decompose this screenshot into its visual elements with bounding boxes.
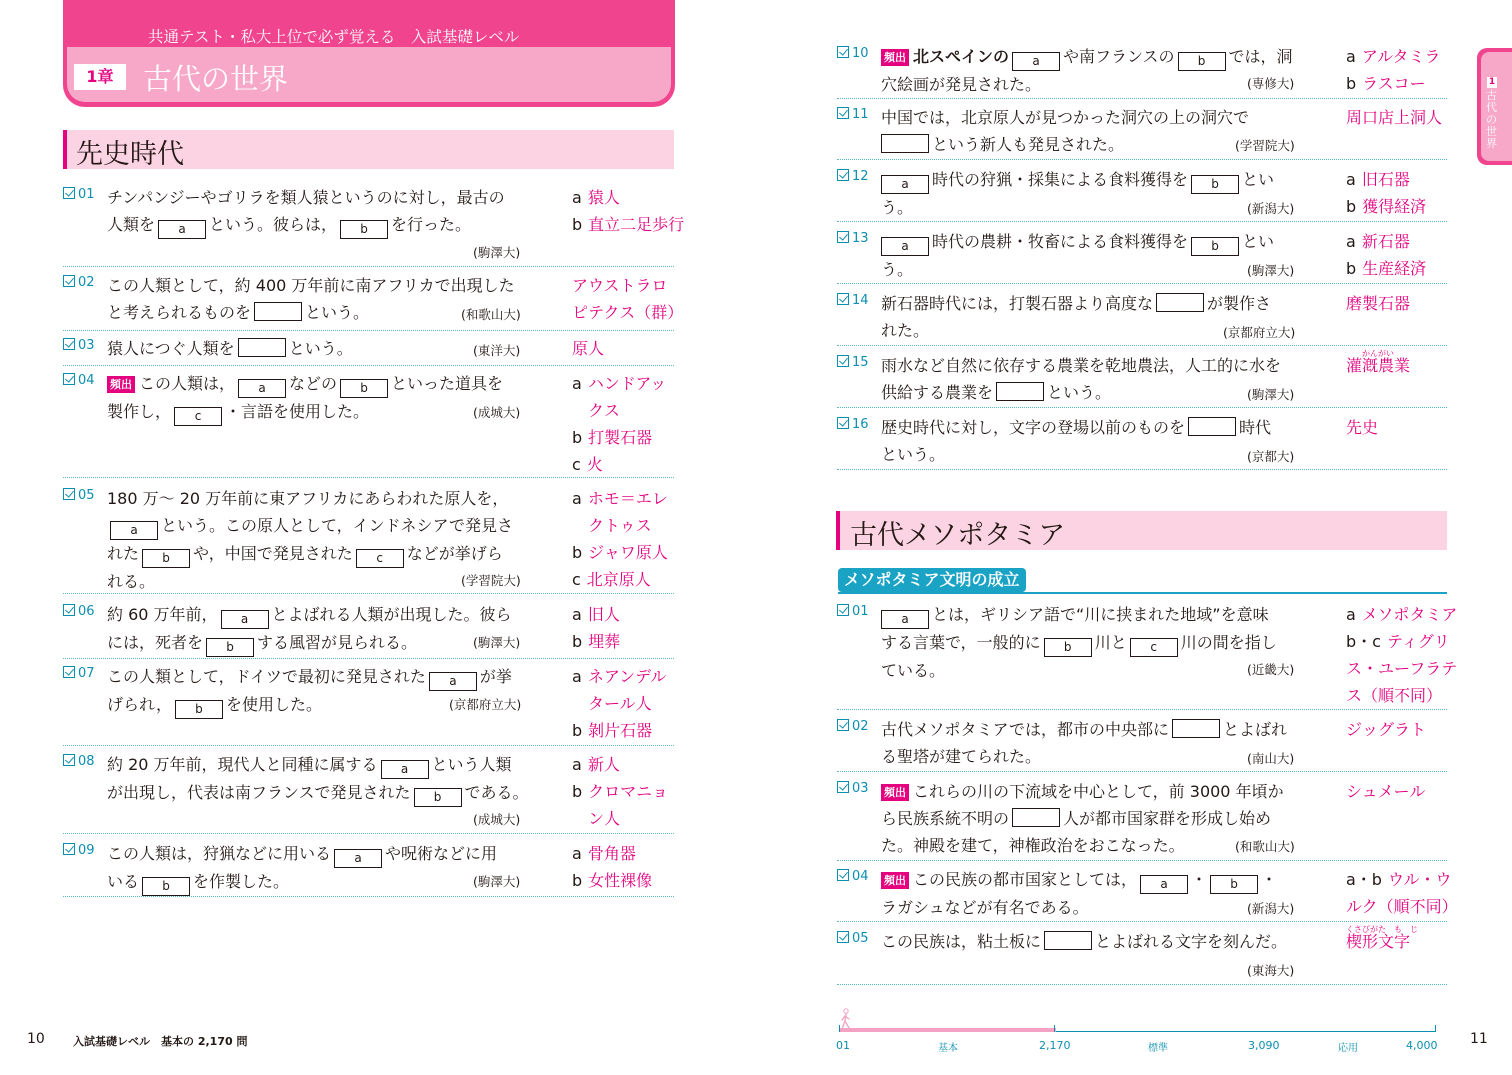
- checkbox-icon[interactable]: [63, 187, 75, 199]
- answer-blank[interactable]: [996, 382, 1044, 401]
- answer-letter: b: [572, 215, 583, 234]
- question-item: [837, 293, 1447, 346]
- question-text: る聖塔が建てられた。: [881, 747, 1042, 766]
- answer: タール人: [588, 694, 652, 713]
- answer-blank[interactable]: [254, 302, 302, 321]
- answer-letter: b: [1346, 259, 1357, 278]
- source-university: (駒澤大): [473, 245, 521, 260]
- answer: ジャワ原人: [588, 543, 668, 562]
- answer-blank[interactable]: c: [174, 407, 222, 426]
- checkbox-icon[interactable]: [63, 604, 75, 616]
- answer: ルク（順不同）: [1346, 897, 1458, 916]
- question-text: ラガシュなどが有名である。: [881, 898, 1089, 917]
- scale-label: 応用: [1338, 1043, 1358, 1054]
- answer: 新人: [587, 755, 620, 774]
- question-text: この民族は，粘土板に: [881, 932, 1042, 951]
- question-number[interactable]: 09: [63, 843, 95, 858]
- question-number[interactable]: 05: [837, 931, 869, 946]
- question-item: [63, 187, 685, 267]
- checkbox-icon[interactable]: [837, 931, 849, 943]
- answer: 獲得経済: [1362, 197, 1427, 216]
- checkbox-icon[interactable]: [837, 293, 849, 305]
- answer-letter: b: [572, 721, 583, 740]
- source-university: (学習院大): [461, 573, 521, 588]
- scale-progress-fill: [839, 1028, 1056, 1032]
- answer-letter: c: [572, 455, 581, 474]
- question-number[interactable]: 10: [837, 46, 869, 61]
- answer: ホモ＝エレ: [587, 489, 668, 508]
- question-text: ら民族系統不明の: [881, 809, 1010, 828]
- answer-blank[interactable]: a: [334, 849, 382, 868]
- scale-tick: [1054, 1025, 1055, 1032]
- question-text: 川と: [1094, 633, 1127, 652]
- answer-blank[interactable]: a: [429, 672, 477, 691]
- question-text: とは，ギリシア語で“川に挟まれた地域”を意味: [932, 605, 1269, 624]
- question-number[interactable]: 16: [837, 417, 869, 432]
- answer-blank[interactable]: b: [340, 379, 388, 398]
- answer-blank[interactable]: b: [1178, 52, 1226, 71]
- question-text: う。: [881, 260, 914, 279]
- source-university: (東海大): [1247, 963, 1295, 978]
- question-text: 約 60 万年前，: [107, 605, 218, 624]
- question-text: この人類は，: [139, 374, 236, 393]
- answer-letter: b: [572, 543, 583, 562]
- source-university: (京都府立大): [449, 697, 522, 712]
- subsection-underline: [838, 592, 1447, 594]
- question-text: という。: [881, 445, 946, 464]
- source-university: (京都大): [1247, 449, 1295, 464]
- question-text: 人が都市国家群を形成し始め: [1063, 809, 1272, 828]
- question-text: という。: [305, 303, 370, 322]
- answer: くさびがた も じ 楔形文字: [1346, 928, 1410, 955]
- answer: ン人: [588, 809, 621, 828]
- question-number[interactable]: 04: [837, 869, 869, 884]
- question-text: これらの川の下流域を中心として，前 3000 年頃か: [913, 782, 1284, 801]
- answer-blank[interactable]: a: [221, 610, 269, 629]
- question-text: れた。: [881, 321, 930, 340]
- question-number[interactable]: 08: [63, 754, 95, 769]
- question-text: を行った。: [391, 215, 472, 234]
- question-text: この民族の都市国家としては，: [913, 870, 1138, 889]
- scale-label: 01: [836, 1039, 850, 1052]
- question-text: う。: [881, 198, 914, 217]
- question-item: [63, 275, 684, 331]
- source-university: (新潟大): [1247, 201, 1295, 216]
- section-title: 古代メソポタミア: [850, 520, 1066, 551]
- question-number[interactable]: 14: [837, 293, 869, 308]
- answer-letter: b: [572, 871, 583, 890]
- frequent-badge: 頻出: [107, 376, 135, 393]
- answer-letter: a: [1346, 170, 1356, 189]
- question-number[interactable]: 13: [837, 231, 869, 246]
- question-number[interactable]: 07: [63, 666, 95, 681]
- question-text: 猿人につぐ人類を: [107, 339, 235, 358]
- question-text: チンパンジーやゴリラを類人猿というのに対し，最古の: [107, 188, 505, 207]
- answer-letter: a・b: [1346, 870, 1382, 889]
- question-text: 新石器時代には，打製石器より高度な: [881, 294, 1154, 313]
- question-text: 雨水など自然に依存する農業を乾地農法，人工的に水を: [881, 356, 1282, 375]
- scale-label: 3,090: [1248, 1039, 1280, 1052]
- source-university: (南山大): [1247, 751, 1295, 766]
- question-text: という新人も発見された。: [932, 135, 1125, 154]
- question-item: [837, 349, 1447, 408]
- answer: ハンドアッ: [587, 374, 667, 393]
- answer-blank[interactable]: [1044, 931, 1092, 950]
- answer-blank[interactable]: c: [1130, 638, 1178, 657]
- answer-blank[interactable]: [238, 338, 286, 357]
- answer: ジッグラト: [1346, 720, 1427, 739]
- answer-letter: b: [572, 632, 583, 651]
- chapter-label: 1章: [74, 64, 126, 90]
- checkbox-icon[interactable]: [63, 666, 75, 678]
- question-text: 製作し，: [107, 402, 172, 421]
- question-number[interactable]: 15: [837, 355, 869, 370]
- answer: クス: [588, 401, 620, 420]
- question-text: 古代メソポタミアでは，都市の中央部に: [881, 720, 1170, 739]
- answer-blank[interactable]: a: [1140, 875, 1188, 894]
- scale-label: 2,170: [1039, 1039, 1071, 1052]
- question-item: [63, 488, 674, 594]
- answer-blank[interactable]: [1156, 293, 1204, 312]
- furigana: くさびがた も じ: [1346, 925, 1418, 934]
- answer-blank[interactable]: [881, 134, 929, 153]
- question-item: [837, 781, 1447, 861]
- question-text: 約 20 万年前，現代人と同種に属する: [107, 755, 378, 774]
- answer-blank[interactable]: b: [1191, 237, 1239, 256]
- checkbox-icon[interactable]: [837, 604, 849, 616]
- checkbox-icon[interactable]: [837, 781, 849, 793]
- question-text: 180 万～ 20 万年前に東アフリカにあらわれた原人を，: [107, 489, 509, 508]
- answer-letter: a: [1346, 232, 1356, 251]
- answer-blank[interactable]: a: [881, 175, 929, 194]
- checkbox-icon[interactable]: [837, 355, 849, 367]
- answer: 北京原人: [586, 570, 651, 589]
- question-text: や南フランスの: [1063, 47, 1175, 66]
- answer-letter: a: [572, 188, 582, 207]
- question-text: である。: [464, 783, 529, 802]
- answer-letter: a: [1346, 605, 1356, 624]
- question-text: する風習が見られる。: [257, 633, 418, 652]
- source-university: (京都府立大): [1223, 325, 1296, 340]
- question-text: と考えられるものを: [107, 303, 252, 322]
- checkbox-icon[interactable]: [837, 169, 849, 181]
- source-university: (駒澤大): [1247, 387, 1295, 402]
- checkbox-icon[interactable]: [837, 107, 849, 119]
- frequent-badge: 頻出: [881, 49, 909, 66]
- question-text: この人類として，約 400 万年前に南アフリカで出現した: [107, 276, 515, 295]
- answer: 打製石器: [588, 428, 653, 447]
- answer-blank[interactable]: b: [142, 877, 190, 896]
- question-text: が挙: [479, 667, 512, 686]
- source-university: (東洋大): [473, 343, 521, 358]
- answer-letter: b: [572, 782, 583, 801]
- answer-blank[interactable]: a: [381, 760, 429, 779]
- answer-blank[interactable]: b: [1210, 875, 1258, 894]
- answer: 原人: [572, 339, 605, 358]
- question-item: 04 頻出 この民族の都市国家としては， a ・ b ・ ラガシュなどが有名である。 (新潟大) a・b ウル・ウ ルク（順不同）: [837, 869, 1447, 922]
- answer-blank[interactable]: b: [340, 220, 388, 239]
- question-text: とよばれ: [1223, 720, 1288, 739]
- question-text: この人類は，狩猟などに用いる: [107, 844, 332, 863]
- question-number[interactable]: 02: [837, 719, 869, 734]
- checkbox-icon[interactable]: [837, 231, 849, 243]
- answer-blank[interactable]: b: [1191, 175, 1239, 194]
- question-item: [63, 604, 674, 659]
- source-university: (駒澤大): [473, 874, 521, 889]
- question-text: といった道具を: [391, 374, 504, 393]
- question-number[interactable]: 01: [63, 187, 95, 202]
- question-text: とい: [1242, 232, 1275, 251]
- checkbox-icon[interactable]: [63, 754, 75, 766]
- page-number-right: 11: [1470, 1031, 1488, 1047]
- question-text: 供給する農業を: [881, 383, 994, 402]
- answer: クロマニョ: [588, 782, 669, 801]
- question-text: では，洞: [1228, 47, 1293, 66]
- question-text: を作製した。: [193, 872, 290, 891]
- question-item: [837, 169, 1447, 222]
- answer-blank[interactable]: c: [356, 549, 404, 568]
- question-item: [837, 925, 1447, 985]
- chapter-side-tab-label: 古代の世界: [1486, 89, 1497, 150]
- question-text: げられ，: [107, 695, 172, 714]
- question-text: とよばれる文字を刻んだ。: [1095, 932, 1288, 951]
- furigana: かんがい: [1362, 349, 1394, 358]
- question-number[interactable]: 11: [837, 107, 869, 122]
- question-number[interactable]: 03: [63, 338, 95, 353]
- answer: ス・ユーフラテ: [1346, 659, 1458, 678]
- source-university: (学習院大): [1235, 138, 1295, 153]
- question-item: [63, 843, 674, 897]
- question-text: 北スペインの: [913, 47, 1010, 66]
- answer-letter: b: [1346, 74, 1357, 93]
- answer-blank[interactable]: b: [414, 788, 462, 807]
- question-text: 時代の農耕・牧畜による食料獲得を: [932, 232, 1189, 251]
- answer: 先史: [1346, 418, 1379, 437]
- answer: ネアンデル: [587, 667, 667, 686]
- question-item: [63, 754, 674, 834]
- answer-blank[interactable]: [1012, 808, 1060, 827]
- answer: 埋葬: [588, 632, 621, 651]
- answer-blank[interactable]: a: [881, 237, 929, 256]
- question-item: [63, 666, 674, 746]
- subsection-title: メソポタミア文明の成立: [838, 568, 1026, 592]
- question-item: [63, 338, 674, 366]
- source-university: (和歌山大): [1235, 839, 1295, 854]
- question-item: [837, 231, 1447, 284]
- question-text: が出現し，代表は南フランスで発見された: [107, 783, 411, 802]
- answer: 骨角器: [587, 844, 636, 863]
- checkbox-icon[interactable]: [63, 338, 75, 350]
- question-text: が製作さ: [1207, 294, 1272, 313]
- answer-blank[interactable]: a: [110, 521, 158, 540]
- answer-letter: a: [572, 844, 582, 863]
- source-university: (成城大): [473, 405, 521, 420]
- question-item: [63, 373, 674, 478]
- question-text: 穴絵画が発見された。: [881, 75, 1042, 94]
- footer-title: 入試基礎レベル 基本の 2,170 問: [73, 1035, 248, 1048]
- scale-label: 標準: [1148, 1043, 1168, 1054]
- question-text: この人類として，ドイツで最初に発見された: [107, 667, 426, 686]
- answer-letter: c: [572, 570, 581, 589]
- checkbox-icon[interactable]: [837, 719, 849, 731]
- question-text: とよばれる人類が出現した。彼ら: [271, 605, 512, 624]
- answer-letter: a: [572, 374, 582, 393]
- answer-blank[interactable]: b: [1044, 638, 1092, 657]
- answer-blank[interactable]: a: [881, 610, 929, 629]
- answer: アルタミラ: [1361, 47, 1441, 66]
- question-number[interactable]: 06: [63, 604, 95, 619]
- question-text: という。: [1047, 383, 1112, 402]
- answer: 新石器: [1361, 232, 1410, 251]
- scale-tick: [839, 1025, 840, 1032]
- answer: 生産経済: [1362, 259, 1427, 278]
- question-text: とい: [1242, 170, 1275, 189]
- question-text: ている。: [881, 661, 946, 680]
- question-item: [837, 107, 1447, 160]
- answer-letter: a: [572, 605, 582, 624]
- question-number[interactable]: 03: [837, 781, 869, 796]
- chapter-side-tab-num: 1: [1488, 77, 1496, 87]
- progress-scale: [836, 1008, 1438, 1058]
- answer: 周口店上洞人: [1346, 108, 1443, 127]
- answer: アウストラロ: [572, 276, 668, 295]
- checkbox-icon[interactable]: [837, 417, 849, 429]
- scale-tick: [1435, 1025, 1436, 1032]
- question-text: という。彼らは，: [209, 215, 338, 234]
- question-number[interactable]: 01: [837, 604, 869, 619]
- answer: 旧石器: [1361, 170, 1410, 189]
- answer-blank[interactable]: [1188, 417, 1236, 436]
- checkbox-icon[interactable]: [63, 275, 75, 287]
- checkbox-icon[interactable]: [837, 46, 849, 58]
- answer: ウル・ウ: [1387, 870, 1452, 889]
- source-university: (近畿大): [1247, 662, 1295, 677]
- question-text: 中国では，北京原人が見つかった洞穴の上の洞穴で: [881, 108, 1250, 127]
- question-text: という。: [288, 339, 353, 358]
- answer: 剝片石器: [588, 721, 653, 740]
- question-text: や呪術などに用: [385, 844, 498, 863]
- question-number[interactable]: 05: [63, 488, 95, 503]
- question-text: た。神殿を建て，神権政治をおこなった。: [881, 836, 1185, 855]
- question-text: ・言語を使用した。: [225, 402, 370, 421]
- question-text: する言葉で，一般的に: [881, 633, 1041, 652]
- checkbox-icon[interactable]: [837, 869, 849, 881]
- source-university: (駒澤大): [473, 635, 521, 650]
- answer: ティグリ: [1386, 632, 1450, 651]
- answer-blank[interactable]: a: [1012, 52, 1060, 71]
- answer: 磨製石器: [1346, 294, 1411, 313]
- answer-letter: b: [572, 428, 583, 447]
- answer: かんがい 灌漑農業: [1346, 352, 1410, 379]
- page-number-left: 10: [27, 1031, 45, 1047]
- source-university: (和歌山大): [461, 307, 521, 322]
- question-text: れた: [107, 544, 140, 563]
- source-university: (成城大): [473, 812, 521, 827]
- answer: メソポタミア: [1361, 605, 1458, 624]
- question-text: などの: [289, 374, 338, 393]
- question-number[interactable]: 12: [837, 169, 869, 184]
- question-number[interactable]: 02: [63, 275, 95, 290]
- answer-blank[interactable]: a: [158, 220, 206, 239]
- answer-letter: b・c: [1346, 632, 1381, 651]
- answer-blank[interactable]: [1172, 719, 1220, 738]
- question-text: を使用した。: [225, 695, 322, 714]
- question-item: [837, 719, 1447, 772]
- checkbox-icon[interactable]: [63, 373, 75, 385]
- answer: 直立二足歩行: [588, 215, 685, 234]
- question-text: 川の間を指し: [1180, 633, 1277, 652]
- question-item: [837, 46, 1447, 99]
- answer-blank[interactable]: b: [142, 549, 190, 568]
- question-text: には，死者を: [107, 633, 204, 652]
- question-text: や，中国で発見された: [193, 544, 353, 563]
- question-text: れる。: [107, 572, 156, 591]
- question-item: [837, 417, 1447, 470]
- question-text: 時代: [1239, 418, 1272, 437]
- answer: 旧人: [587, 605, 620, 624]
- question-number[interactable]: 04: [63, 373, 95, 388]
- checkbox-icon[interactable]: [63, 843, 75, 855]
- answer-letter: a: [1346, 47, 1356, 66]
- source-university: (専修大): [1247, 76, 1295, 91]
- answer: 火: [586, 455, 603, 474]
- answer: ス（順不同）: [1346, 686, 1443, 705]
- checkbox-icon[interactable]: [63, 488, 75, 500]
- answer: 猿人: [587, 188, 620, 207]
- answer: シュメール: [1346, 782, 1426, 801]
- frequent-badge: 頻出: [881, 872, 909, 889]
- chapter-title: 古代の世界: [143, 62, 289, 96]
- frequent-badge: 頻出: [881, 784, 909, 801]
- source-university: (駒澤大): [1247, 263, 1295, 278]
- answer: ピテクス（群）: [572, 303, 684, 322]
- answer-letter: b: [1346, 197, 1357, 216]
- answer-letter: a: [572, 755, 582, 774]
- question-text: などが挙げら: [406, 544, 503, 563]
- question-text: という人類: [431, 755, 512, 774]
- answer: 女性裸像: [588, 871, 653, 890]
- scale-label: 4,000: [1406, 1039, 1438, 1052]
- answer: ラスコー: [1362, 74, 1426, 93]
- scale-label: 基本: [938, 1043, 958, 1054]
- answer-letter: a: [572, 489, 582, 508]
- answer: クトゥス: [588, 516, 652, 535]
- question-item: [837, 604, 1458, 710]
- source-university: (新潟大): [1247, 901, 1295, 916]
- section-title: 先史時代: [76, 139, 184, 170]
- question-text: という。この原人として，インドネシアで発見さ: [161, 516, 514, 535]
- answer-letter: a: [572, 667, 582, 686]
- question-text: 歴史時代に対し，文字の登場以前のものを: [881, 418, 1186, 437]
- answer-blank[interactable]: b: [206, 638, 254, 657]
- chapter-subtitle: 共通テスト・私大上位で必ず覚える 入試基礎レベル: [148, 28, 520, 46]
- answer-blank[interactable]: b: [175, 700, 223, 719]
- question-text: いる: [107, 872, 140, 891]
- question-text: 人類を: [107, 215, 156, 234]
- answer-blank[interactable]: a: [238, 379, 286, 398]
- question-text: 時代の狩猟・採集による食料獲得を: [932, 170, 1189, 189]
